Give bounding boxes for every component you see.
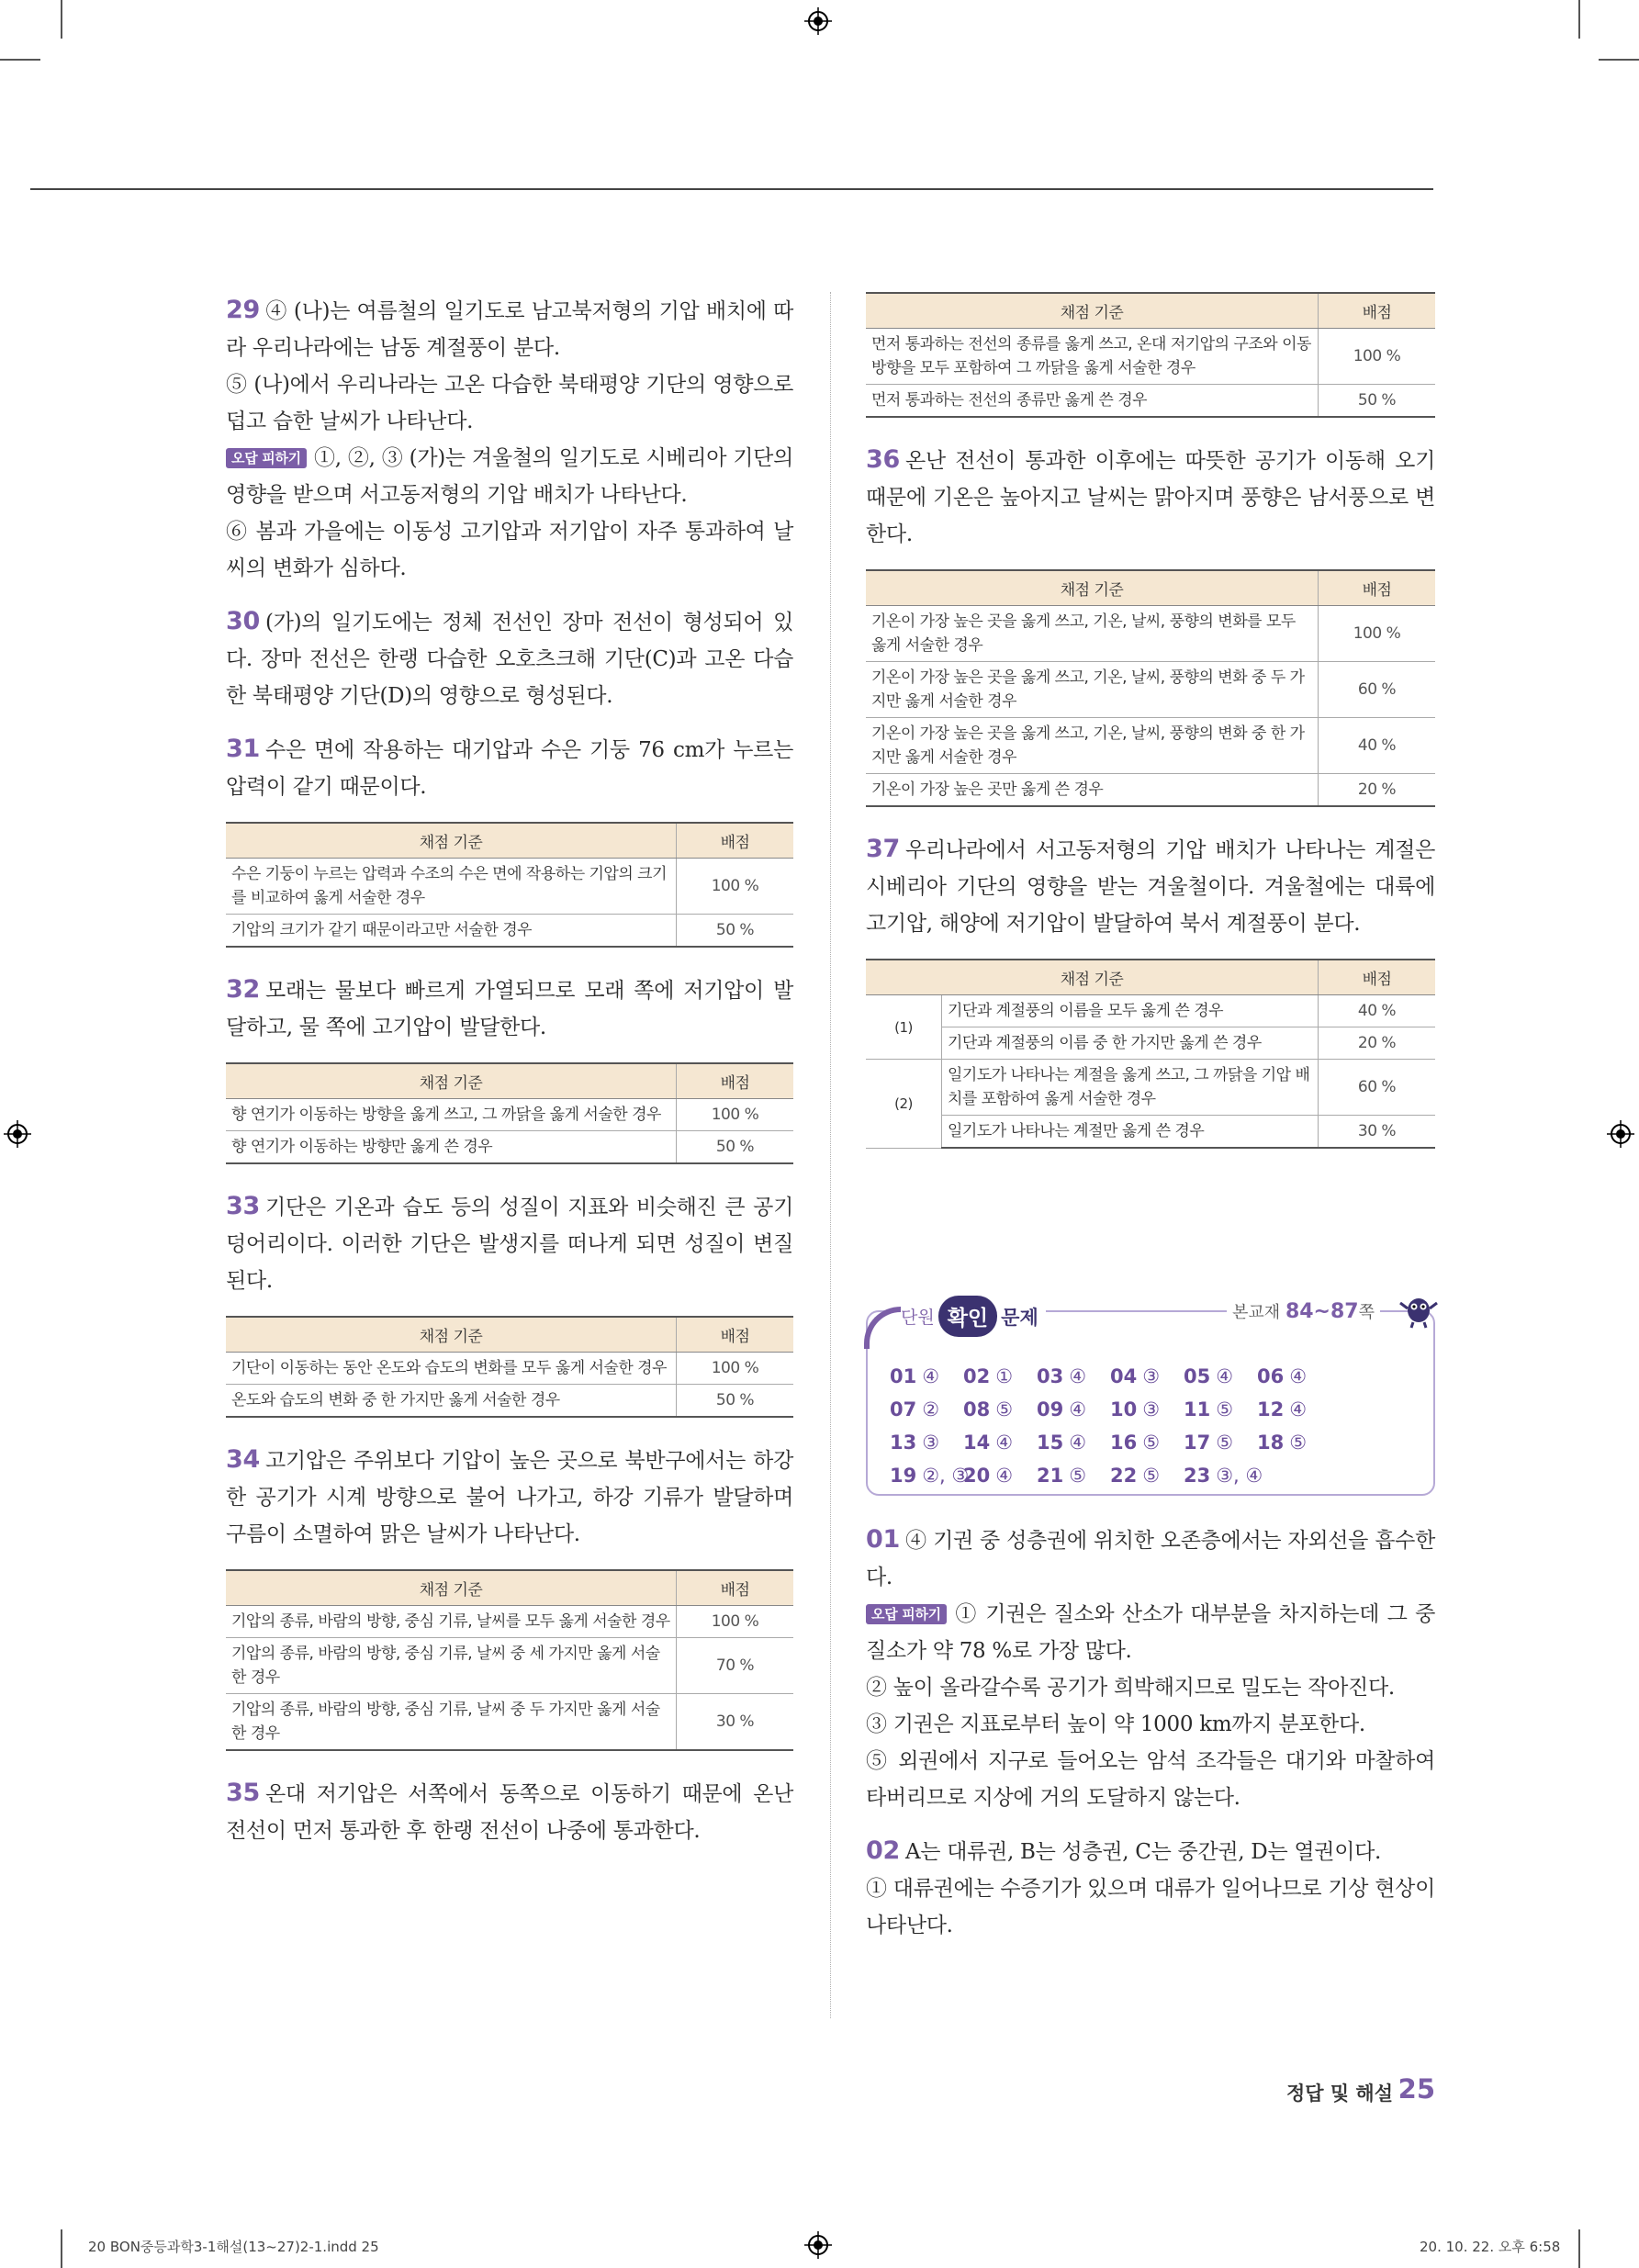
footer-label: 정답 및 해설 bbox=[1285, 2083, 1393, 2105]
crop-mark bbox=[1599, 59, 1639, 61]
score-cell: 60 % bbox=[1319, 1060, 1436, 1116]
part-label: (1) bbox=[866, 995, 942, 1060]
criteria-cell: 기단과 계절풍의 이름 중 한 가지만 옳게 쓴 경우 bbox=[942, 1027, 1319, 1060]
answer-item bbox=[1037, 1365, 1110, 1387]
page-number: 25 bbox=[1398, 2073, 1435, 2105]
answer-number: 15 bbox=[1037, 1432, 1064, 1454]
scoring-table-37 bbox=[866, 959, 1435, 1149]
answer-item bbox=[963, 1365, 1037, 1387]
registration-mark-icon bbox=[4, 1120, 31, 1148]
answer-item bbox=[1184, 1365, 1257, 1387]
score-cell: 30 % bbox=[1319, 1116, 1436, 1149]
table-header: 배점 bbox=[1319, 293, 1436, 329]
score-cell: 100 % bbox=[677, 1606, 794, 1638]
title-text: 문제 bbox=[1001, 1306, 1038, 1329]
answer-item bbox=[1184, 1465, 1263, 1487]
criteria-cell: 기압의 종류, 바람의 방향, 중심 기류, 날씨 중 두 가지만 옳게 서술한 경우 bbox=[226, 1694, 677, 1751]
answer-item bbox=[1257, 1365, 1330, 1387]
answer-text: ② 높이 올라갈수록 공기가 희박해지므로 밀도는 작아진다. bbox=[866, 1676, 1395, 1700]
mascot-icon bbox=[1398, 1288, 1439, 1329]
question-number: 02 bbox=[866, 1836, 900, 1865]
answer-number: 12 bbox=[1257, 1398, 1285, 1420]
table-header: 채점 기준 bbox=[226, 1063, 677, 1099]
score-cell: 100 % bbox=[677, 1099, 794, 1131]
criteria-cell: 먼저 통과하는 전선의 종류만 옳게 쓴 경우 bbox=[866, 385, 1319, 418]
table-header: 채점 기준 bbox=[866, 960, 1319, 995]
answer-choice: ⑤ bbox=[1142, 1465, 1161, 1487]
question-number: 01 bbox=[866, 1525, 900, 1554]
answer-text: ①, ②, ③ (가)는 겨울철의 일기도로 시베리아 기단의 영향을 받으며 서고동저형의 기압 배치가 나타난다. bbox=[226, 446, 793, 507]
answer-37 bbox=[866, 831, 1435, 942]
answer-item bbox=[1184, 1398, 1257, 1420]
answer-choice: ③ bbox=[1142, 1365, 1161, 1387]
answer-text: ⑥ 봄과 가을에는 이동성 고기압과 저기압이 자주 통과하여 날씨의 변화가 심하다. bbox=[226, 520, 793, 580]
answer-number: 02 bbox=[963, 1365, 991, 1387]
answer-number: 10 bbox=[1110, 1398, 1138, 1420]
answer-number: 21 bbox=[1037, 1465, 1064, 1487]
answer-32 bbox=[226, 971, 793, 1046]
answer-number: 20 bbox=[963, 1465, 991, 1487]
answer-choice: ③ bbox=[1142, 1398, 1161, 1420]
score-cell: 70 % bbox=[677, 1638, 794, 1694]
answer-item bbox=[1257, 1432, 1330, 1454]
answer-item bbox=[963, 1432, 1037, 1454]
unit-check-box bbox=[866, 1300, 1435, 1496]
title-text: 단원 bbox=[901, 1308, 935, 1328]
table-header: 채점 기준 bbox=[226, 823, 677, 859]
criteria-cell: 먼저 통과하는 전선의 종류를 옳게 쓰고, 온대 저기압의 구조와 이동 방향을 모두 포함하여 그 까닭을 옳게 서술한 경우 bbox=[866, 329, 1319, 385]
criteria-cell: 수은 기둥이 누르는 압력과 수조의 수은 면에 작용하는 기압의 크기를 비교하여 옳게 서술한 경우 bbox=[226, 859, 677, 915]
unit-check-title bbox=[901, 1296, 1046, 1337]
question-number: 30 bbox=[226, 607, 260, 635]
crop-mark bbox=[61, 2229, 62, 2268]
scoring-table-31 bbox=[226, 822, 793, 948]
scoring-table-33 bbox=[226, 1316, 793, 1418]
score-cell: 50 % bbox=[677, 1385, 794, 1418]
score-cell: 20 % bbox=[1319, 1027, 1436, 1060]
answer-choice: ④ bbox=[1069, 1398, 1087, 1420]
column-divider bbox=[830, 292, 831, 2018]
answer-item bbox=[890, 1432, 963, 1454]
answer-u01 bbox=[866, 1521, 1435, 1816]
reference-pages bbox=[1227, 1299, 1380, 1323]
answer-36 bbox=[866, 442, 1435, 553]
criteria-cell: 기온이 가장 높은 곳을 옳게 쓰고, 기온, 날씨, 풍향의 변화를 모두 옳게 서술한 경우 bbox=[866, 606, 1319, 662]
answer-item bbox=[1110, 1398, 1184, 1420]
registration-mark-icon bbox=[1607, 1120, 1634, 1148]
table-header: 배점 bbox=[677, 1570, 794, 1606]
criteria-cell: 기단이 이동하는 동안 온도와 습도의 변화를 모두 옳게 서술한 경우 bbox=[226, 1353, 677, 1385]
question-number: 33 bbox=[226, 1192, 260, 1220]
file-slug: 20 BON중등과학3-1해설(13~27)2-1.indd 25 bbox=[88, 2239, 379, 2255]
score-cell: 100 % bbox=[1319, 606, 1436, 662]
answer-item bbox=[1257, 1398, 1330, 1420]
table-row bbox=[226, 1606, 793, 1638]
crop-mark bbox=[1578, 2229, 1580, 2268]
score-cell: 100 % bbox=[1319, 329, 1436, 385]
table-header: 배점 bbox=[677, 823, 794, 859]
print-timestamp: 20. 10. 22. 오후 6:58 bbox=[1420, 2239, 1561, 2255]
answer-number: 06 bbox=[1257, 1365, 1285, 1387]
answer-item bbox=[890, 1465, 970, 1487]
answer-number: 14 bbox=[963, 1432, 991, 1454]
scoring-table-35 bbox=[866, 292, 1435, 418]
criteria-cell: 일기도가 나타나는 계절을 옳게 쓰고, 그 까닭을 기압 배치를 포함하여 옳게 서술한 경우 bbox=[942, 1060, 1319, 1116]
ref-label: 본교재 bbox=[1232, 1303, 1281, 1322]
answer-number: 04 bbox=[1110, 1365, 1138, 1387]
answer-choice: ④ bbox=[1216, 1365, 1234, 1387]
answer-text: 수은 면에 작용하는 대기압과 수은 기둥 76 cm가 누르는 압력이 같기 때문이다. bbox=[226, 738, 793, 799]
answer-grid bbox=[890, 1365, 1419, 1487]
answer-u02 bbox=[866, 1833, 1435, 1944]
answer-item bbox=[1037, 1432, 1110, 1454]
answer-31 bbox=[226, 731, 793, 805]
question-number: 29 bbox=[226, 296, 260, 324]
answer-choice: ④ bbox=[922, 1365, 940, 1387]
table-header: 배점 bbox=[677, 1063, 794, 1099]
criteria-cell: 기온이 가장 높은 곳만 옳게 쓴 경우 bbox=[866, 774, 1319, 807]
table-header: 채점 기준 bbox=[866, 570, 1319, 606]
answer-text: ⑤ 외권에서 지구로 들어오는 암석 조각들은 대기와 마찰하여 타버리므로 지상에 거의 도달하지 않는다. bbox=[866, 1749, 1435, 1810]
table-row bbox=[866, 1116, 1435, 1149]
answer-item bbox=[1110, 1465, 1184, 1487]
answer-text: 온대 저기압은 서쪽에서 동쪽으로 이동하기 때문에 온난 전선이 먼저 통과한 후 한랭 전선이 나중에 통과한다. bbox=[226, 1782, 793, 1843]
answer-number: 16 bbox=[1110, 1432, 1138, 1454]
score-cell: 100 % bbox=[677, 859, 794, 915]
answer-30 bbox=[226, 603, 793, 714]
criteria-cell: 기온이 가장 높은 곳을 옳게 쓰고, 기온, 날씨, 풍향의 변화 중 두 가지만 옳게 서술한 경우 bbox=[866, 662, 1319, 718]
answer-choice: ⑤ bbox=[995, 1398, 1014, 1420]
table-header: 채점 기준 bbox=[866, 293, 1319, 329]
answer-number: 19 bbox=[890, 1465, 917, 1487]
answer-choice: ④ bbox=[1289, 1365, 1308, 1387]
table-row bbox=[866, 995, 1435, 1027]
table-row bbox=[226, 1353, 793, 1385]
answer-number: 07 bbox=[890, 1398, 917, 1420]
table-header: 채점 기준 bbox=[226, 1317, 677, 1353]
score-cell: 100 % bbox=[677, 1353, 794, 1385]
table-row bbox=[226, 859, 793, 915]
answer-choice: ⑤ bbox=[1289, 1432, 1308, 1454]
question-number: 34 bbox=[226, 1445, 260, 1474]
question-number: 31 bbox=[226, 735, 260, 763]
ref-page-range: 84~87 bbox=[1285, 1300, 1359, 1323]
answer-choice: ⑤ bbox=[1142, 1432, 1161, 1454]
criteria-cell: 기온이 가장 높은 곳을 옳게 쓰고, 기온, 날씨, 풍향의 변화 중 한 가지만 옳게 서술한 경우 bbox=[866, 718, 1319, 774]
table-row bbox=[866, 718, 1435, 774]
right-column bbox=[866, 292, 1435, 1960]
answer-choice: ④ bbox=[1289, 1398, 1308, 1420]
criteria-cell: 향 연기가 이동하는 방향을 옳게 쓰고, 그 까닭을 옳게 서술한 경우 bbox=[226, 1099, 677, 1131]
answer-item bbox=[890, 1365, 963, 1387]
answer-item bbox=[963, 1398, 1037, 1420]
score-cell: 50 % bbox=[677, 915, 794, 948]
scoring-table-32 bbox=[226, 1062, 793, 1164]
table-row bbox=[866, 662, 1435, 718]
answer-number: 01 bbox=[890, 1365, 917, 1387]
question-number: 32 bbox=[226, 975, 260, 1004]
answer-text: 우리나라에서 서고동저형의 기압 배치가 나타나는 계절은 시베리아 기단의 영향을 받는 겨울철이다. 겨울철에는 대륙에 고기압, 해양에 저기압이 발달하여 북서 계절풍이 분다. bbox=[866, 838, 1435, 936]
answer-text: 모래는 물보다 빠르게 가열되므로 모래 쪽에 저기압이 발달하고, 물 쪽에 고기압이 발달한다. bbox=[226, 979, 793, 1039]
wrong-answer-badge: 오답 피하기 bbox=[226, 448, 307, 468]
ref-label: 쪽 bbox=[1358, 1303, 1375, 1322]
answer-text: ③ 기권은 지표로부터 높이 약 1000 km까지 분포한다. bbox=[866, 1712, 1365, 1736]
part-label: (2) bbox=[866, 1060, 942, 1149]
answer-item bbox=[1110, 1365, 1184, 1387]
answer-choice: ③ bbox=[922, 1432, 940, 1454]
answer-number: 23 bbox=[1184, 1465, 1211, 1487]
question-number: 36 bbox=[866, 445, 900, 474]
question-number: 35 bbox=[226, 1779, 260, 1807]
criteria-cell: 기압의 크기가 같기 때문이라고만 서술한 경우 bbox=[226, 915, 677, 948]
answer-item bbox=[963, 1465, 1037, 1487]
answer-item bbox=[1037, 1398, 1110, 1420]
scoring-table-36 bbox=[866, 569, 1435, 807]
table-row bbox=[226, 1385, 793, 1418]
answer-choice: ⑤ bbox=[1216, 1398, 1234, 1420]
title-text: 확인 bbox=[938, 1296, 997, 1337]
table-row bbox=[866, 606, 1435, 662]
criteria-cell: 기압의 종류, 바람의 방향, 중심 기류, 날씨를 모두 옳게 서술한 경우 bbox=[226, 1606, 677, 1638]
score-cell: 60 % bbox=[1319, 662, 1436, 718]
criteria-cell: 일기도가 나타나는 계절만 옳게 쓴 경우 bbox=[942, 1116, 1319, 1149]
answer-number: 08 bbox=[963, 1398, 991, 1420]
answer-choice: ⑤ bbox=[1069, 1465, 1087, 1487]
table-row bbox=[866, 1027, 1435, 1060]
header-rule bbox=[30, 188, 1433, 190]
answer-29 bbox=[226, 292, 793, 587]
crop-mark bbox=[1578, 0, 1580, 39]
table-row bbox=[866, 1060, 1435, 1116]
crop-mark bbox=[61, 0, 62, 39]
answer-text: ① 기권은 질소와 산소가 대부분을 차지하는데 그 중 질소가 약 78 %로 가장 많다. bbox=[866, 1602, 1435, 1663]
wrong-answer-badge: 오답 피하기 bbox=[866, 1604, 947, 1624]
answer-number: 13 bbox=[890, 1432, 917, 1454]
answer-choice: ②, ③ bbox=[922, 1465, 970, 1487]
table-header: 배점 bbox=[1319, 570, 1436, 606]
answer-text: ④ 기권 중 성층권에 위치한 오존층에서는 자외선을 흡수한다. bbox=[866, 1529, 1435, 1589]
answer-choice: ④ bbox=[1069, 1365, 1087, 1387]
answer-number: 11 bbox=[1184, 1398, 1211, 1420]
answer-text: A는 대류권, B는 성층권, C는 중간권, D는 열권이다. bbox=[904, 1840, 1382, 1864]
table-header: 배점 bbox=[1319, 960, 1436, 995]
answer-choice: ⑤ bbox=[1216, 1432, 1234, 1454]
answer-choice: ④ bbox=[1069, 1432, 1087, 1454]
answer-item bbox=[1184, 1432, 1257, 1454]
answer-text: ① 대류권에는 수증기가 있으며 대류가 일어나므로 기상 현상이 나타난다. bbox=[866, 1877, 1435, 1937]
table-row bbox=[226, 1131, 793, 1164]
answer-choice: ③, ④ bbox=[1216, 1465, 1263, 1487]
table-header: 채점 기준 bbox=[226, 1570, 677, 1606]
score-cell: 30 % bbox=[677, 1694, 794, 1751]
score-cell: 40 % bbox=[1319, 995, 1436, 1027]
table-header: 배점 bbox=[677, 1317, 794, 1353]
answer-number: 22 bbox=[1110, 1465, 1138, 1487]
table-row bbox=[226, 915, 793, 948]
score-cell: 40 % bbox=[1319, 718, 1436, 774]
question-number: 37 bbox=[866, 835, 900, 863]
answer-33 bbox=[226, 1188, 793, 1299]
answer-34 bbox=[226, 1442, 793, 1553]
table-row bbox=[866, 385, 1435, 418]
answer-item bbox=[1037, 1465, 1110, 1487]
answer-number: 09 bbox=[1037, 1398, 1064, 1420]
table-row bbox=[866, 329, 1435, 385]
answer-choice: ② bbox=[922, 1398, 940, 1420]
answer-35 bbox=[226, 1775, 793, 1849]
registration-mark-icon bbox=[804, 7, 832, 35]
answer-text: (가)의 일기도에는 정체 전선인 장마 전선이 형성되어 있다. 장마 전선은 한랭 다습한 오호츠크해 기단(C)과 고온 다습한 북태평양 기단(D)의 영향으로 형성된다. bbox=[226, 611, 793, 708]
table-row bbox=[226, 1099, 793, 1131]
answer-item bbox=[890, 1398, 963, 1420]
answer-choice: ④ bbox=[995, 1432, 1014, 1454]
answer-text: 고기압은 주위보다 기압이 높은 곳으로 북반구에서는 하강한 공기가 시계 방향으로 불어 나가고, 하강 기류가 발달하며 구름이 소멸하여 맑은 날씨가 나타난다. bbox=[226, 1449, 793, 1546]
left-column bbox=[226, 292, 793, 1866]
answer-number: 05 bbox=[1184, 1365, 1211, 1387]
answer-text: 기단은 기온과 습도 등의 성질이 지표와 비슷해진 큰 공기 덩어리이다. 이러한 기단은 발생지를 떠나게 되면 성질이 변질된다. bbox=[226, 1196, 793, 1293]
answer-text: 온난 전선이 통과한 이후에는 따뜻한 공기가 이동해 오기 때문에 기온은 높아지고 날씨는 맑아지며 풍향은 남서풍으로 변한다. bbox=[866, 449, 1435, 546]
criteria-cell: 향 연기가 이동하는 방향만 옳게 쓴 경우 bbox=[226, 1131, 677, 1164]
answer-choice: ① bbox=[995, 1365, 1014, 1387]
criteria-cell: 기압의 종류, 바람의 방향, 중심 기류, 날씨 중 세 가지만 옳게 서술한 경우 bbox=[226, 1638, 677, 1694]
score-cell: 50 % bbox=[677, 1131, 794, 1164]
answer-item bbox=[1110, 1432, 1184, 1454]
table-row bbox=[866, 774, 1435, 807]
criteria-cell: 기단과 계절풍의 이름을 모두 옳게 쓴 경우 bbox=[942, 995, 1319, 1027]
criteria-cell: 온도와 습도의 변화 중 한 가지만 옳게 서술한 경우 bbox=[226, 1385, 677, 1418]
answer-text: ④ (나)는 여름철의 일기도로 남고북저형의 기압 배치에 따라 우리나라에는 남동 계절풍이 분다. bbox=[226, 299, 793, 360]
answer-choice: ④ bbox=[995, 1465, 1014, 1487]
registration-mark-icon bbox=[804, 2231, 832, 2259]
table-row bbox=[226, 1638, 793, 1694]
answer-number: 03 bbox=[1037, 1365, 1064, 1387]
scoring-table-34 bbox=[226, 1569, 793, 1751]
answer-text: ⑤ (나)에서 우리나라는 고온 다습한 북태평양 기단의 영향으로 덥고 습한 날씨가 나타난다. bbox=[226, 373, 793, 433]
score-cell: 20 % bbox=[1319, 774, 1436, 807]
answer-number: 17 bbox=[1184, 1432, 1211, 1454]
score-cell: 50 % bbox=[1319, 385, 1436, 418]
table-row bbox=[226, 1694, 793, 1751]
crop-mark bbox=[0, 59, 40, 61]
answer-number: 18 bbox=[1257, 1432, 1285, 1454]
